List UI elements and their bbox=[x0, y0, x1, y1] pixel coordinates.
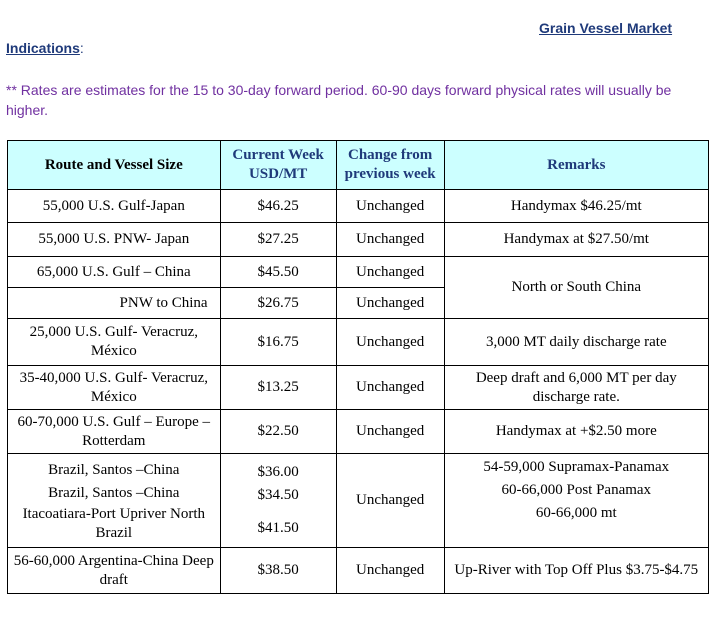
header-current-week: Current Week USD/MT bbox=[220, 141, 336, 190]
rate-line: $34.50 bbox=[257, 487, 299, 503]
route-cell bbox=[8, 454, 221, 548]
route-cell: 35-40,000 U.S. Gulf- Veracruz, México bbox=[8, 366, 221, 410]
header-change: Change from previous week bbox=[336, 141, 444, 190]
indications-heading bbox=[6, 40, 84, 56]
indications-label: Indications bbox=[6, 40, 80, 56]
table-row bbox=[8, 223, 709, 257]
route-cell: 65,000 U.S. Gulf – China bbox=[8, 257, 221, 288]
remarks-cell: Deep draft and 6,000 MT per day discharge rate. bbox=[444, 366, 708, 410]
rate-cell: $26.75 bbox=[220, 288, 336, 319]
table-row bbox=[8, 190, 709, 223]
rate-line: $36.00 bbox=[257, 464, 299, 480]
rate-cell: $22.50 bbox=[220, 410, 336, 454]
remarks-line: 60-66,000 mt bbox=[535, 505, 617, 521]
route-cell: 25,000 U.S. Gulf- Veracruz, México bbox=[8, 319, 221, 366]
remarks-cell: North or South China bbox=[444, 257, 708, 319]
route-line: Itacoatiara-Port Upriver North Brazil bbox=[22, 505, 205, 541]
remarks-cell bbox=[444, 454, 708, 548]
change-cell: Unchanged bbox=[336, 223, 444, 257]
grain-vessel-rates-table bbox=[7, 140, 709, 594]
rate-cell: $27.25 bbox=[220, 223, 336, 257]
remarks-cell: Handymax $46.25/mt bbox=[444, 190, 708, 223]
rate-line: $41.50 bbox=[257, 520, 299, 536]
table-row bbox=[8, 319, 709, 366]
route-cell: 56-60,000 Argentina-China Deep draft bbox=[8, 548, 221, 594]
rate-cell: $45.50 bbox=[220, 257, 336, 288]
table-row bbox=[8, 454, 709, 548]
rate-cell: $16.75 bbox=[220, 319, 336, 366]
change-cell: Unchanged bbox=[336, 548, 444, 594]
change-cell: Unchanged bbox=[336, 410, 444, 454]
table-header-row bbox=[8, 141, 709, 190]
header-route: Route and Vessel Size bbox=[8, 141, 221, 190]
table-row bbox=[8, 548, 709, 594]
rates-note: ** Rates are estimates for the 15 to 30-day forward period. 60-90 days forward physical rates will usually be higher. bbox=[6, 82, 672, 118]
route-cell: PNW to China bbox=[8, 288, 221, 319]
remarks-cell: Handymax at $27.50/mt bbox=[444, 223, 708, 257]
change-cell: Unchanged bbox=[336, 257, 444, 288]
change-cell: Unchanged bbox=[336, 288, 444, 319]
change-cell: Unchanged bbox=[336, 454, 444, 548]
rate-cell: $46.25 bbox=[220, 190, 336, 223]
remarks-line: 54-59,000 Supramax-Panamax bbox=[483, 459, 670, 475]
rate-cell: $13.25 bbox=[220, 366, 336, 410]
table-row bbox=[8, 366, 709, 410]
rate-cell: $38.50 bbox=[220, 548, 336, 594]
route-cell: 60-70,000 U.S. Gulf – Europe – Rotterdam bbox=[8, 410, 221, 454]
route-line: Brazil, Santos –China bbox=[48, 484, 180, 501]
route-cell: 55,000 U.S. PNW- Japan bbox=[8, 223, 221, 257]
route-cell: 55,000 U.S. Gulf-Japan bbox=[8, 190, 221, 223]
table-row bbox=[8, 410, 709, 454]
page-title: Grain Vessel Market bbox=[539, 20, 673, 36]
change-cell: Unchanged bbox=[336, 366, 444, 410]
indications-colon: : bbox=[79, 40, 84, 56]
route-line: Brazil, Santos –China bbox=[48, 461, 180, 478]
remarks-cell: 3,000 MT daily discharge rate bbox=[444, 319, 708, 366]
header-remarks: Remarks bbox=[444, 141, 708, 190]
remarks-line: 60-66,000 Post Panamax bbox=[501, 482, 652, 498]
change-cell: Unchanged bbox=[336, 319, 444, 366]
change-cell: Unchanged bbox=[336, 190, 444, 223]
rate-cell bbox=[220, 454, 336, 548]
table-row bbox=[8, 257, 709, 288]
remarks-cell: Handymax at +$2.50 more bbox=[444, 410, 708, 454]
remarks-cell: Up-River with Top Off Plus $3.75-$4.75 bbox=[444, 548, 708, 594]
